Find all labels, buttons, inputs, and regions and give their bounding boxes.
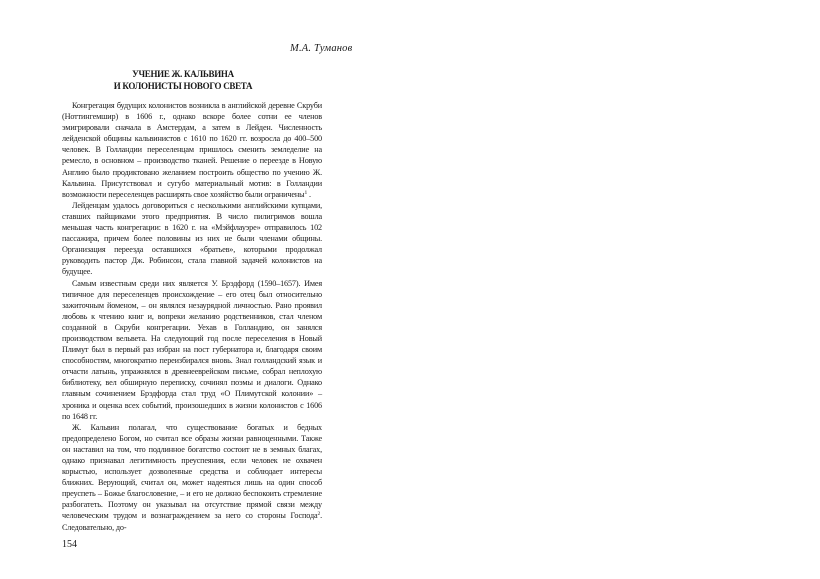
paragraph: Лейденцам удалось договориться с несколькими английскими купцами, ставших пайщиками этого предприятия. В число пилигримов вошла меньшая часть конгрегации: в 1620 г. на «Мэйфлауэре» отправилось 102 пассажира, причем более половины из них не были членами общины. Организация переезда оставшихся «братьев», которыми продолжал руководить пастор Дж. Робинсон, стала главной задачей колонистов на будущее. (62, 200, 322, 277)
chapter-title (83, 68, 283, 92)
footnote-marker: 2 (317, 511, 321, 518)
page-number: 154 (62, 539, 77, 550)
paragraph-tail: . Следовательно, до- (62, 511, 322, 532)
paragraph-text: Конгрегация будущих колонистов возникла в английской деревне Скруби (Ноттингемшир) в 1606 г., однако вскоре более сотни ее членов эмигрировали сначала в Амстердам, а затем в Лейден. Численность лейденской общины кальвинистов с 1610 по 1620 гг. возросла до 400–500 человек. В Голландии переселенцам пришлось сменить земледелие на ремесло, в основном – производство тканей. Решение о переезде в Новую Англию было продиктовано желанием построить общество по учению Ж. Кальвина. Присутствовал и сугубо материальный мотив: в Голландии возможности переселенцев расширять свое хозяйство были ограничены (62, 101, 322, 199)
paragraph-tail: . (307, 189, 311, 199)
chapter-title-line: И КОЛОНИСТЫ НОВОГО СВЕТА (113, 81, 253, 91)
body-text (62, 100, 322, 533)
running-head: М.А. Туманов (290, 43, 353, 54)
paragraph (62, 100, 322, 200)
chapter-title-line: УЧЕНИЕ Ж. КАЛЬВИНА (132, 69, 234, 79)
footnote-marker: 1 (304, 189, 308, 196)
paragraph: Самым известным среди них является У. Брэдфорд (1590–1657). Имея типичное для переселенцев происхождение – его отец был относительно зажиточным йоменом, – он являлся незаурядной личностью. Рано проявил любовь к чтению книг и, вопреки желанию родственников, стал членом созданной в Скруби конгрегации. Уехав в Голландию, он занялся производством вельвета. На следующий год после переселения в Новый Плимут был в первый раз избран на пост губернатора и, благодаря своим способностям, многократно переизбирался вновь. Знал голландский язык и отчасти латынь, упражнялся в древнееврейском письме, собрал неплохую библиотеку, вел обширную переписку, сочинял поэмы и диалоги. Однако главным сочинением Брэдфорда стал труд «О Плимутской колонии» – хроника и оценка всех событий, произошедших в жизни колонистов с 1606 по 1648 гг. (62, 278, 322, 421)
paragraph-text: Ж. Кальвин полагал, что существование богатых и бедных предопределено Богом, но считал все образы жизни равноценными. Также он наставил на том, что подлинное богатство состоит не в земных благах, однако признавал легитимность преуспеяния, если человек не охвачен корыстью, использует дозволенные средства и соблюдает интересы ближних. Верующий, считал он, может надеяться лишь на один способ преуспеть – Божье благословение, – и его не должно беспокоить стремление разбогатеть. Поэтому он указывал на отсутствие прямой связи между человеческим трудом и вознаграждением за него со стороны Господа (62, 422, 322, 521)
paragraph (62, 422, 322, 533)
